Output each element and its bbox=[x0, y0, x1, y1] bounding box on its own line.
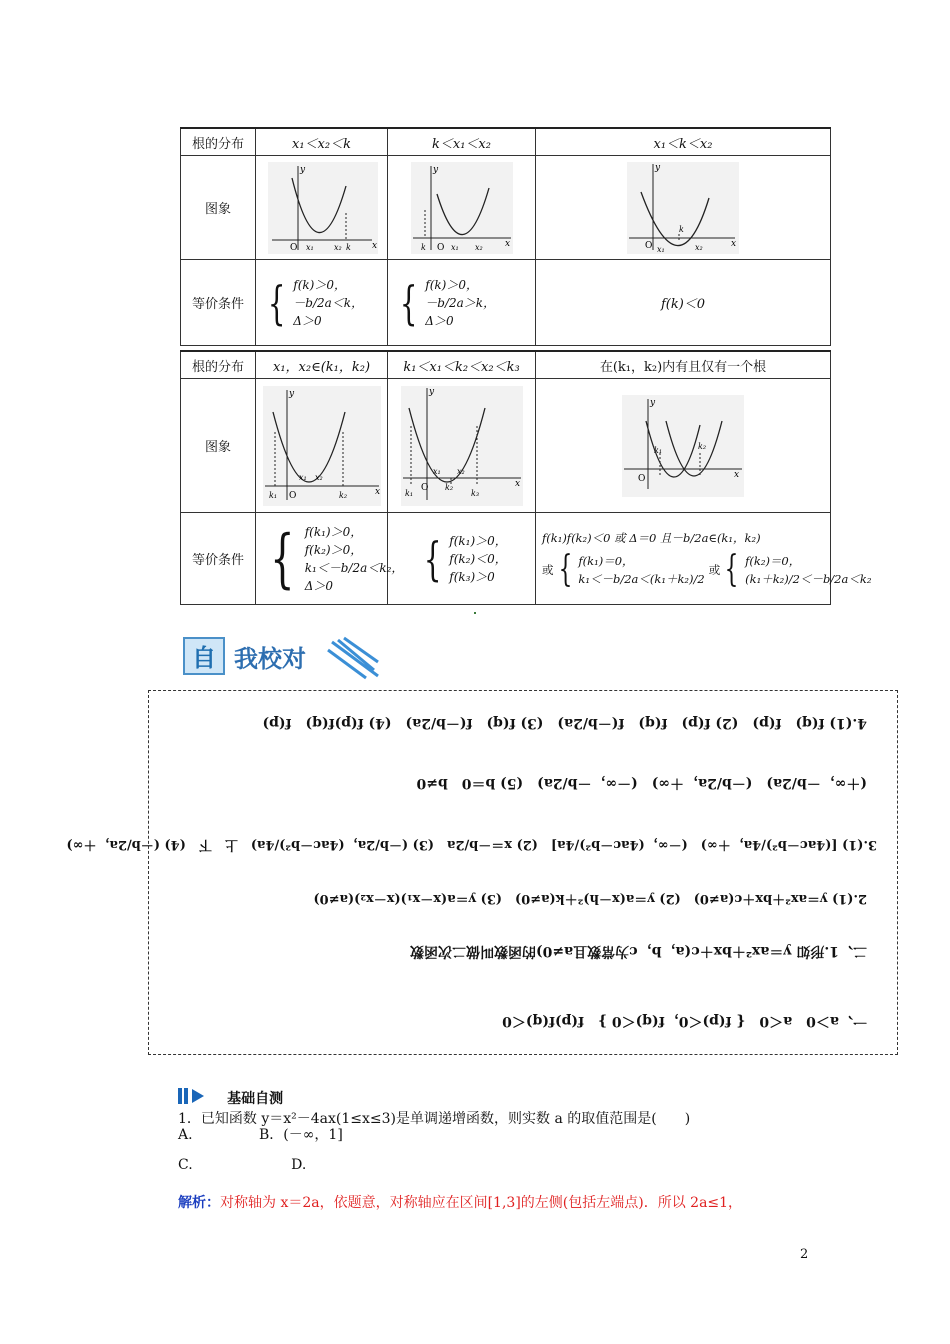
self-check-banner bbox=[182, 632, 382, 680]
answer-box bbox=[66, 690, 898, 1055]
table1-condition-case3: f(k)＜0 bbox=[536, 260, 831, 346]
answer-box-rotated-content bbox=[66, 691, 897, 1054]
table1-header-row bbox=[181, 128, 831, 156]
graph-k2-label: k₂ bbox=[698, 441, 707, 451]
condition-line: Δ＞0 bbox=[425, 313, 454, 328]
condition-line: f(k₁)f(k₂)＜0 或 Δ＝0 且－b/2a∈(k₁，k₂) bbox=[542, 530, 761, 545]
separator-dot bbox=[474, 612, 476, 614]
table2-graph-label: 图象 bbox=[181, 379, 256, 513]
graph-y-label: y bbox=[655, 162, 661, 173]
condition-line: k₁＜－b/2a＜k₂， bbox=[304, 560, 404, 575]
parabola-graph-3 bbox=[623, 158, 743, 258]
graph-y-label: y bbox=[299, 164, 305, 175]
graph-x-label: x bbox=[734, 469, 740, 480]
parabola-graph-6 bbox=[618, 391, 748, 501]
table1-header-case1: x₁＜x₂＜k bbox=[256, 128, 388, 156]
table2-condition-case2 bbox=[388, 513, 536, 605]
banner-first-char: 自 bbox=[192, 643, 216, 672]
or-label: 或 bbox=[542, 562, 554, 577]
answer-line: (＋∞，－b/2a) (－b/2a，＋∞) (－∞，－b/2a) (5) b＝0 b≠0 bbox=[416, 775, 867, 791]
table1-graph-row bbox=[181, 156, 831, 260]
table2-condition-case1 bbox=[256, 513, 404, 605]
table1-graph-case1 bbox=[256, 156, 388, 260]
table1-graph-label: 图象 bbox=[181, 156, 256, 260]
graph-y-label: y bbox=[428, 386, 434, 397]
graph-x-label: x bbox=[731, 238, 737, 249]
graph-y-label: y bbox=[650, 397, 656, 408]
graph-origin-label: O bbox=[289, 490, 297, 501]
graph-x2-label: x₂ bbox=[474, 242, 483, 252]
condition-line: k₁＜－b/2a＜(k₁＋k₂)/2 bbox=[578, 571, 705, 586]
table2-condition-label: 等价条件 bbox=[181, 513, 256, 605]
table2-header-label: 根的分布 bbox=[181, 351, 256, 379]
parabola-graph-4 bbox=[259, 382, 384, 510]
condition-line: f(k₁)＞0， bbox=[449, 533, 507, 548]
table1-condition-case1 bbox=[256, 260, 388, 346]
analysis bbox=[178, 1192, 742, 1212]
brace-icon: { bbox=[558, 548, 572, 590]
graph-k2-label: k₂ bbox=[339, 490, 348, 500]
graph-k-label: k bbox=[345, 242, 351, 252]
table2-graph-case3 bbox=[536, 379, 831, 513]
option-b[interactable]: B．(－∞，1] bbox=[259, 1127, 343, 1143]
basic-self-test-section bbox=[178, 1087, 283, 1109]
condition-line: f(k)＞0， bbox=[425, 277, 478, 292]
table1-graph-case2 bbox=[388, 156, 536, 260]
table1-header-case3: x₁＜k＜x₂ bbox=[536, 128, 831, 156]
graph-k-label: k bbox=[420, 242, 426, 252]
section-title: 基础自测 bbox=[227, 1091, 284, 1107]
table2-graph-row bbox=[181, 379, 831, 513]
table1-graph-case3 bbox=[536, 156, 831, 260]
graph-y-label: y bbox=[432, 164, 438, 175]
graph-x2-label: x₂ bbox=[333, 242, 342, 252]
condition-line: (k₁＋k₂)/2＜－b/2a＜k₂ bbox=[745, 571, 872, 586]
graph-x2-label: x₂ bbox=[456, 466, 465, 476]
analysis-label: 解析： bbox=[178, 1195, 220, 1211]
table2-header-row bbox=[181, 351, 831, 379]
table2-header-case1: x₁，x₂∈(k₁，k₂) bbox=[256, 351, 388, 379]
parabola-graph-5 bbox=[397, 382, 527, 510]
answer-line: 二、1.形如 y＝ax²＋bx＋c(a，b，c为常数且a≠0)的函数叫做二次函数 bbox=[409, 943, 867, 959]
graph-x-label: x bbox=[375, 486, 381, 497]
table1-header-label: 根的分布 bbox=[181, 128, 256, 156]
root-distribution-table-1 bbox=[180, 127, 831, 346]
page-number: 2 bbox=[800, 1247, 809, 1262]
option-c[interactable]: C. bbox=[178, 1157, 193, 1173]
condition-line: －b/2a＞k， bbox=[425, 295, 496, 310]
table2-condition-case3 bbox=[536, 513, 872, 605]
graph-k1-label: k₁ bbox=[269, 490, 278, 500]
condition-line: Δ＞0 bbox=[304, 578, 334, 593]
condition-line: Δ＞0 bbox=[293, 313, 322, 328]
graph-origin-label: O bbox=[645, 240, 653, 251]
table1-header-case2: k＜x₁＜x₂ bbox=[388, 128, 536, 156]
question-stem: 1．已知函数 y＝x²－4ax(1≤x≤3)是单调递增函数，则实数 a 的取值范围是( ) bbox=[178, 1111, 691, 1127]
condition-line: f(k₂)＝0， bbox=[745, 553, 801, 568]
table1-condition-case2 bbox=[388, 260, 536, 346]
answer-line: 一、a＞0 a＜0 { f(p)＜0，f(q)＜0 } f(p)f(q)＜0 bbox=[502, 1013, 867, 1029]
parabola-graph-2 bbox=[407, 158, 517, 258]
graph-k3-label: k₃ bbox=[470, 488, 479, 498]
brace-icon: { bbox=[270, 521, 295, 596]
condition-line: －b/2a＜k， bbox=[293, 295, 364, 310]
condition-line: f(k₂)＜0， bbox=[449, 551, 507, 566]
table2-condition-row bbox=[181, 513, 831, 605]
condition-line: f(k)＞0， bbox=[293, 277, 346, 292]
brace-icon: { bbox=[399, 275, 418, 330]
condition-line: f(k₂)＞0， bbox=[304, 542, 363, 557]
graph-k1-label: k₁ bbox=[404, 488, 413, 498]
table2-graph-case2 bbox=[388, 379, 536, 513]
graph-origin-label: O bbox=[420, 482, 428, 493]
graph-x-label: x bbox=[514, 478, 520, 489]
graph-x-label: x bbox=[371, 240, 377, 251]
option-d[interactable]: D. bbox=[291, 1157, 307, 1173]
answer-line: 4.(1) f(q) f(p) (2) f(p) f(q) f(－b/2a) (3) f(q) f(－b/2a) (4) f(p)f(q) f(p) bbox=[262, 715, 867, 731]
condition-line: f(k₃)＞0 bbox=[449, 569, 495, 584]
banner-graphic bbox=[182, 632, 382, 680]
graph-x1-label: x₁ bbox=[305, 242, 314, 252]
condition-line: f(k₁)＞0， bbox=[304, 524, 363, 539]
graph-x-label: x bbox=[504, 238, 510, 249]
root-distribution-table-2 bbox=[180, 350, 872, 605]
graph-x2-label: x₂ bbox=[315, 472, 323, 482]
question-options-ab bbox=[178, 1124, 343, 1144]
graph-k-label: k bbox=[679, 224, 684, 234]
analysis-text: 对称轴为 x＝2a，依题意，对称轴应在区间[1,3]的左侧(包括左端点)．所以 2a≤1， bbox=[220, 1195, 743, 1211]
table2-graph-case1 bbox=[256, 379, 388, 513]
graph-x1-label: x₁ bbox=[657, 244, 665, 254]
graph-origin-label: O bbox=[436, 242, 444, 253]
banner-rest-chars: 我校对 bbox=[234, 644, 306, 673]
graph-k2-label: k₂ bbox=[444, 482, 453, 492]
parabola-graph-1 bbox=[262, 158, 382, 258]
graph-origin-label: O bbox=[638, 473, 646, 484]
graph-x1-label: x₁ bbox=[450, 242, 459, 252]
condition-line: f(k₁)＝0， bbox=[578, 553, 634, 568]
graph-x1-label: x₁ bbox=[299, 472, 307, 482]
graph-x1-label: x₁ bbox=[432, 466, 441, 476]
brace-icon: { bbox=[267, 275, 286, 330]
answer-line: 2.(1) y＝ax²＋bx＋c(a≠0) (2) y＝a(x－h)²＋k(a≠0) (3) y＝a(x－x₁)(x－x₂)(a≠0) bbox=[313, 891, 867, 906]
brace-icon: { bbox=[423, 531, 442, 586]
graph-origin-label: O bbox=[289, 242, 297, 253]
answer-line: 3.(1) [(4ac－b²)/4a，＋∞) (－∞，(4ac－b²)/4a] (2) x＝－b/2a (3) (－b/2a，(4ac－b²)/4a) 上 下 (4) (－b/2a，＋∞) bbox=[66, 837, 877, 852]
brace-icon: { bbox=[724, 548, 739, 590]
brush-stroke-icon bbox=[328, 638, 378, 678]
graph-k1-label: k₁ bbox=[654, 445, 663, 455]
graph-y-label: y bbox=[289, 388, 295, 399]
graph-x2-label: x₂ bbox=[695, 242, 703, 252]
table2-header-case2: k₁＜x₁＜k₂＜x₂＜k₃ bbox=[388, 351, 536, 379]
table2-header-case3: 在(k₁，k₂)内有且仅有一个根 bbox=[536, 351, 831, 379]
question-options-cd bbox=[178, 1157, 306, 1173]
section-marker-icon bbox=[178, 1087, 208, 1109]
table1-condition-row bbox=[181, 260, 831, 346]
option-a[interactable]: A. bbox=[178, 1127, 193, 1143]
or-label: 或 bbox=[708, 562, 721, 577]
table1-condition-label: 等价条件 bbox=[181, 260, 256, 346]
